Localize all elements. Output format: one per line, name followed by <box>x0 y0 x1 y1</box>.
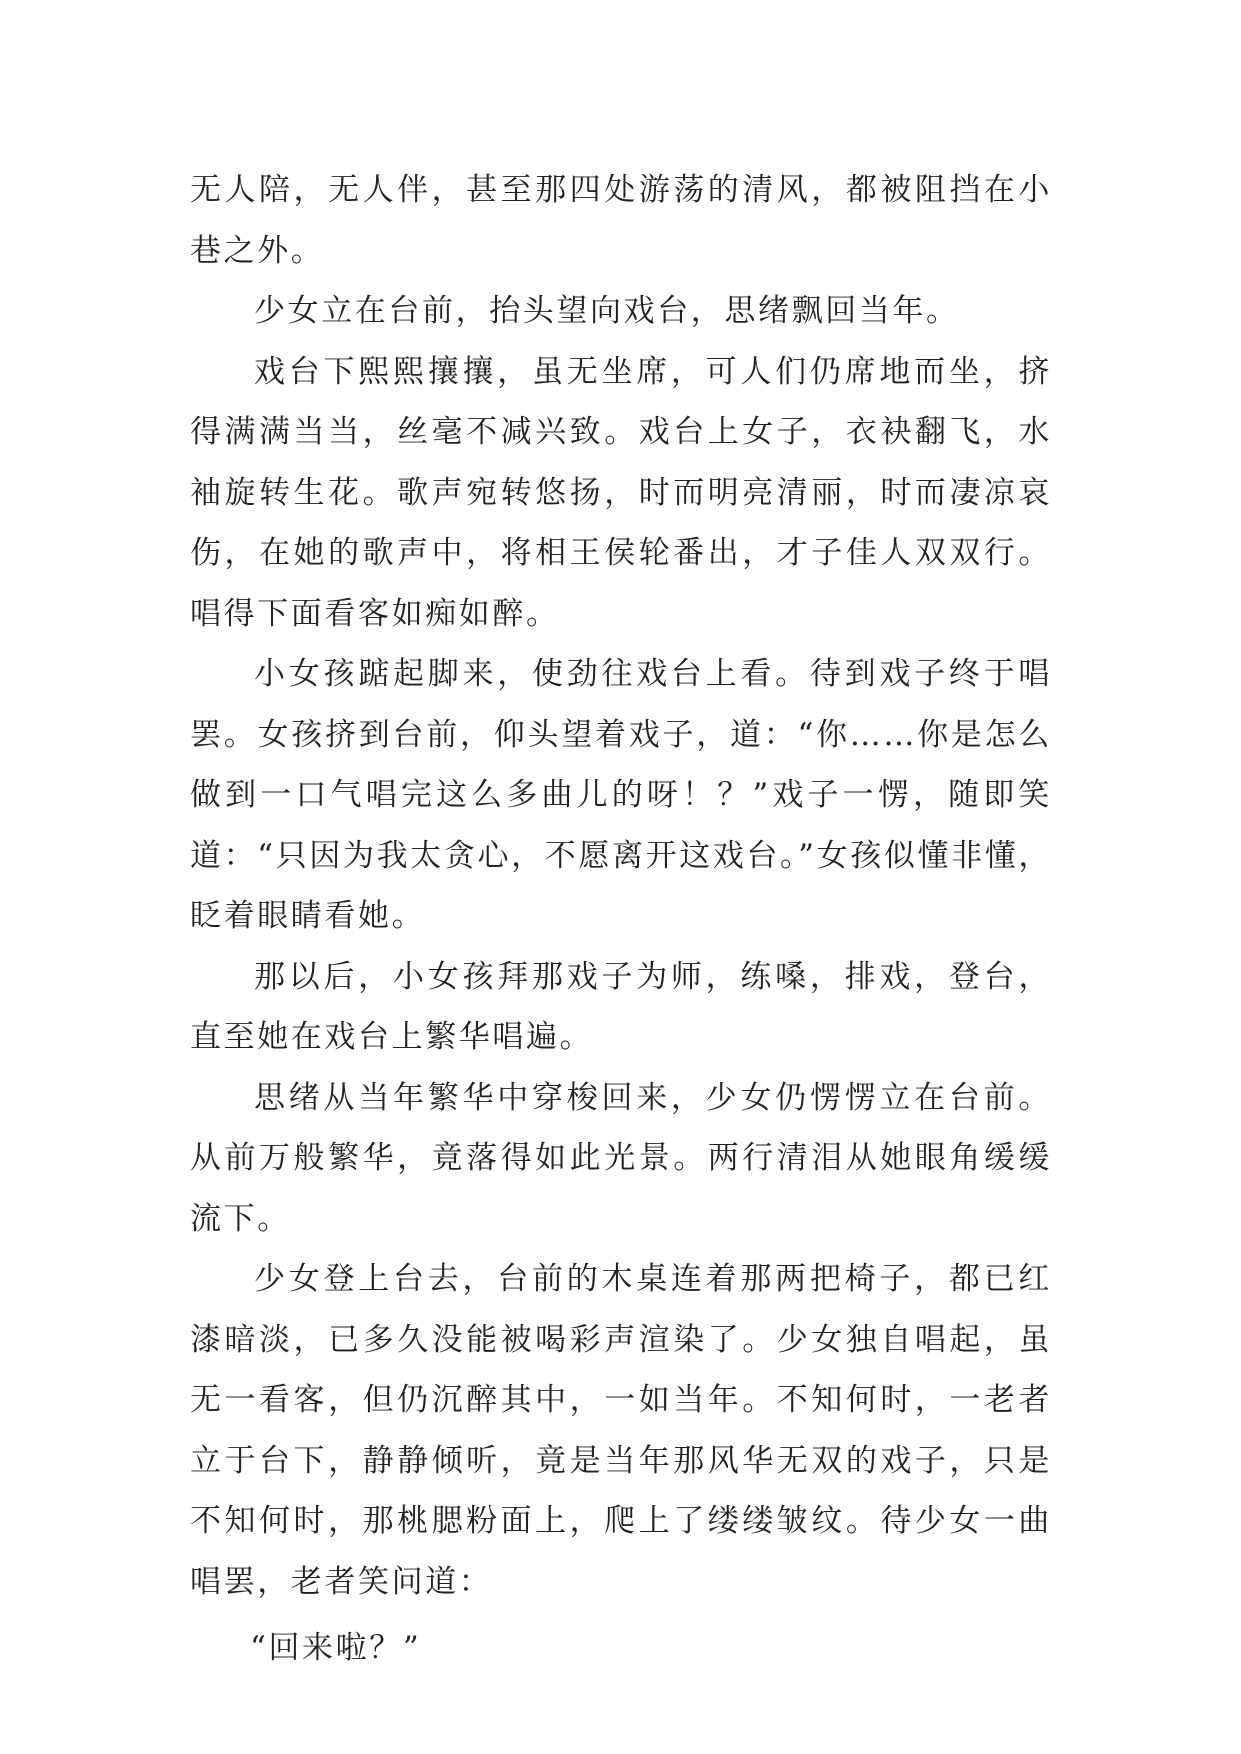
paragraph-1: 无人陪，无人伴，甚至那四处游荡的清风，都被阻挡在小巷之外。 <box>190 172 1052 269</box>
paragraph-6: 思绪从当年繁华中穿梭回来，少女仍愣愣立在台前。从前万般繁华，竟落得如此光景。两行清泪从她眼角缓缓流下。 <box>190 1079 1052 1237</box>
paragraph-5: 那以后，小女孩拜那戏子为师，练嗓，排戏，登台，直至她在戏台上繁华唱遍。 <box>190 958 1052 1055</box>
paragraph-7: 少女登上台去，台前的木桌连着那两把椅子，都已红漆暗淡，已多久没能被喝彩声渲染了。少女独自唱起，虽无一看客，但仍沉醉其中，一如当年。不知何时，一老者立于台下，静静倾听，竟是当年那风华无双的戏子，只是不知何时，那桃腮粉面上，爬上了缕缕皱纹。待少女一曲唱罢，老者笑问道： <box>190 1261 1052 1600</box>
paragraph-4: 小女孩踮起脚来，使劲往戏台上看。待到戏子终于唱罢。女孩挤到台前，仰头望着戏子，道：“你……你是怎么做到一口气唱完这么多曲儿的呀！？”戏子一愣，随即笑道：“只因为我太贪心，不愿离开这戏台。”女孩似懂非懂，眨着眼睛看她。 <box>190 656 1052 934</box>
body-text <box>190 160 1052 1679</box>
paragraph-2: 少女立在台前，抬头望向戏台，思绪飘回当年。 <box>254 293 960 329</box>
paragraph-8-dialogue: “回来啦？” <box>250 1630 422 1666</box>
paragraph-3: 戏台下熙熙攘攘，虽无坐席，可人们仍席地而坐，挤得满满当当，丝毫不减兴致。戏台上女子，衣袂翻飞，水袖旋转生花。歌声宛转悠扬，时而明亮清丽，时而凄凉哀伤，在她的歌声中，将相王侯轮番出，才子佳人双双行。唱得下面看客如痴如醉。 <box>190 353 1052 632</box>
